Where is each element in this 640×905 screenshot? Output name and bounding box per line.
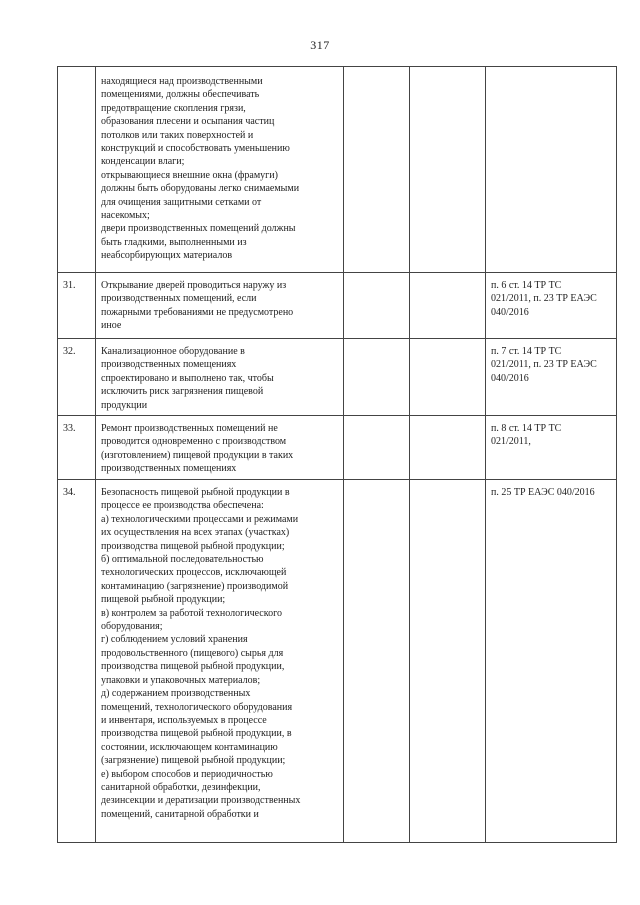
requirement-text: Открывание дверей проводиться наружу из производственных помещений, если пожарными требованиями не предусмотрено иное xyxy=(96,273,344,339)
regulation-reference: п. 8 ст. 14 ТР ТС 021/2011, xyxy=(486,416,617,480)
row-number: 31. xyxy=(58,273,96,339)
page-number: 317 xyxy=(310,38,330,52)
regulation-reference: п. 25 ТР ЕАЭС 040/2016 xyxy=(486,480,617,843)
table-row xyxy=(58,273,617,339)
note-cell xyxy=(410,480,486,843)
answer-cell xyxy=(344,416,410,480)
note-cell xyxy=(410,273,486,339)
regulation-reference: п. 7 ст. 14 ТР ТС 021/2011, п. 23 ТР ЕАЭС 040/2016 xyxy=(486,339,617,416)
table-row xyxy=(58,67,617,273)
row-number xyxy=(58,67,96,273)
requirement-text: Безопасность пищевой рыбной продукции в процессе ее производства обеспечена: а) технологическими процессами и режимами их осуществления на всех этапах (участках) производства пищевой рыбной продукции; б) оптимальной последовательностью технологических процессов, исключающей контаминацию (загрязнение) производимой пищевой рыбной продукции; в) контролем за работой технологического оборудования; г) соблюдением условий хранения продовольственного (пищевого) сырья для производства пищевой рыбной продукции, упаковки и упаковочных материалов; д) содержанием производственных помещений, технологического оборудования и инвентаря, используемых в процессе производства пищевой рыбной продукции, в состоянии, исключающем контаминацию (загрязнение) пищевой рыбной продукции; е) выбором способов и периодичностью санитарной обработки, дезинфекции, дезинсекции и дератизации производственных помещений, санитарной обработки и xyxy=(96,480,344,843)
note-cell xyxy=(410,339,486,416)
table-row xyxy=(58,416,617,480)
table-row xyxy=(58,480,617,843)
note-cell xyxy=(410,67,486,273)
answer-cell xyxy=(344,273,410,339)
answer-cell xyxy=(344,67,410,273)
table-row xyxy=(58,339,617,416)
requirement-text: Канализационное оборудование в производственных помещениях спроектировано и выполнено так, чтобы исключить риск загрязнения пищевой продукции xyxy=(96,339,344,416)
answer-cell xyxy=(344,480,410,843)
requirement-text: находящиеся над производственными помещениями, должны обеспечивать предотвращение скопления грязи, образования плесени и осыпания частиц потолков или таких поверхностей и конструкций и способствовать уменьшению конденсации влаги; открывающиеся внешние окна (фрамуги) должны быть оборудованы легко снимаемыми для очищения защитными сетками от насекомых; двери производственных помещений должны быть гладкими, выполненными из неабсорбирующих материалов xyxy=(96,67,344,273)
requirement-text: Ремонт производственных помещений не проводится одновременно с производством (изготовлением) пищевой продукции в таких производственных помещениях xyxy=(96,416,344,480)
regulation-reference: п. 6 ст. 14 ТР ТС 021/2011, п. 23 ТР ЕАЭС 040/2016 xyxy=(486,273,617,339)
regulation-reference xyxy=(486,67,617,273)
row-number: 34. xyxy=(58,480,96,843)
requirements-table xyxy=(57,66,617,843)
answer-cell xyxy=(344,339,410,416)
row-number: 33. xyxy=(58,416,96,480)
note-cell xyxy=(410,416,486,480)
row-number: 32. xyxy=(58,339,96,416)
